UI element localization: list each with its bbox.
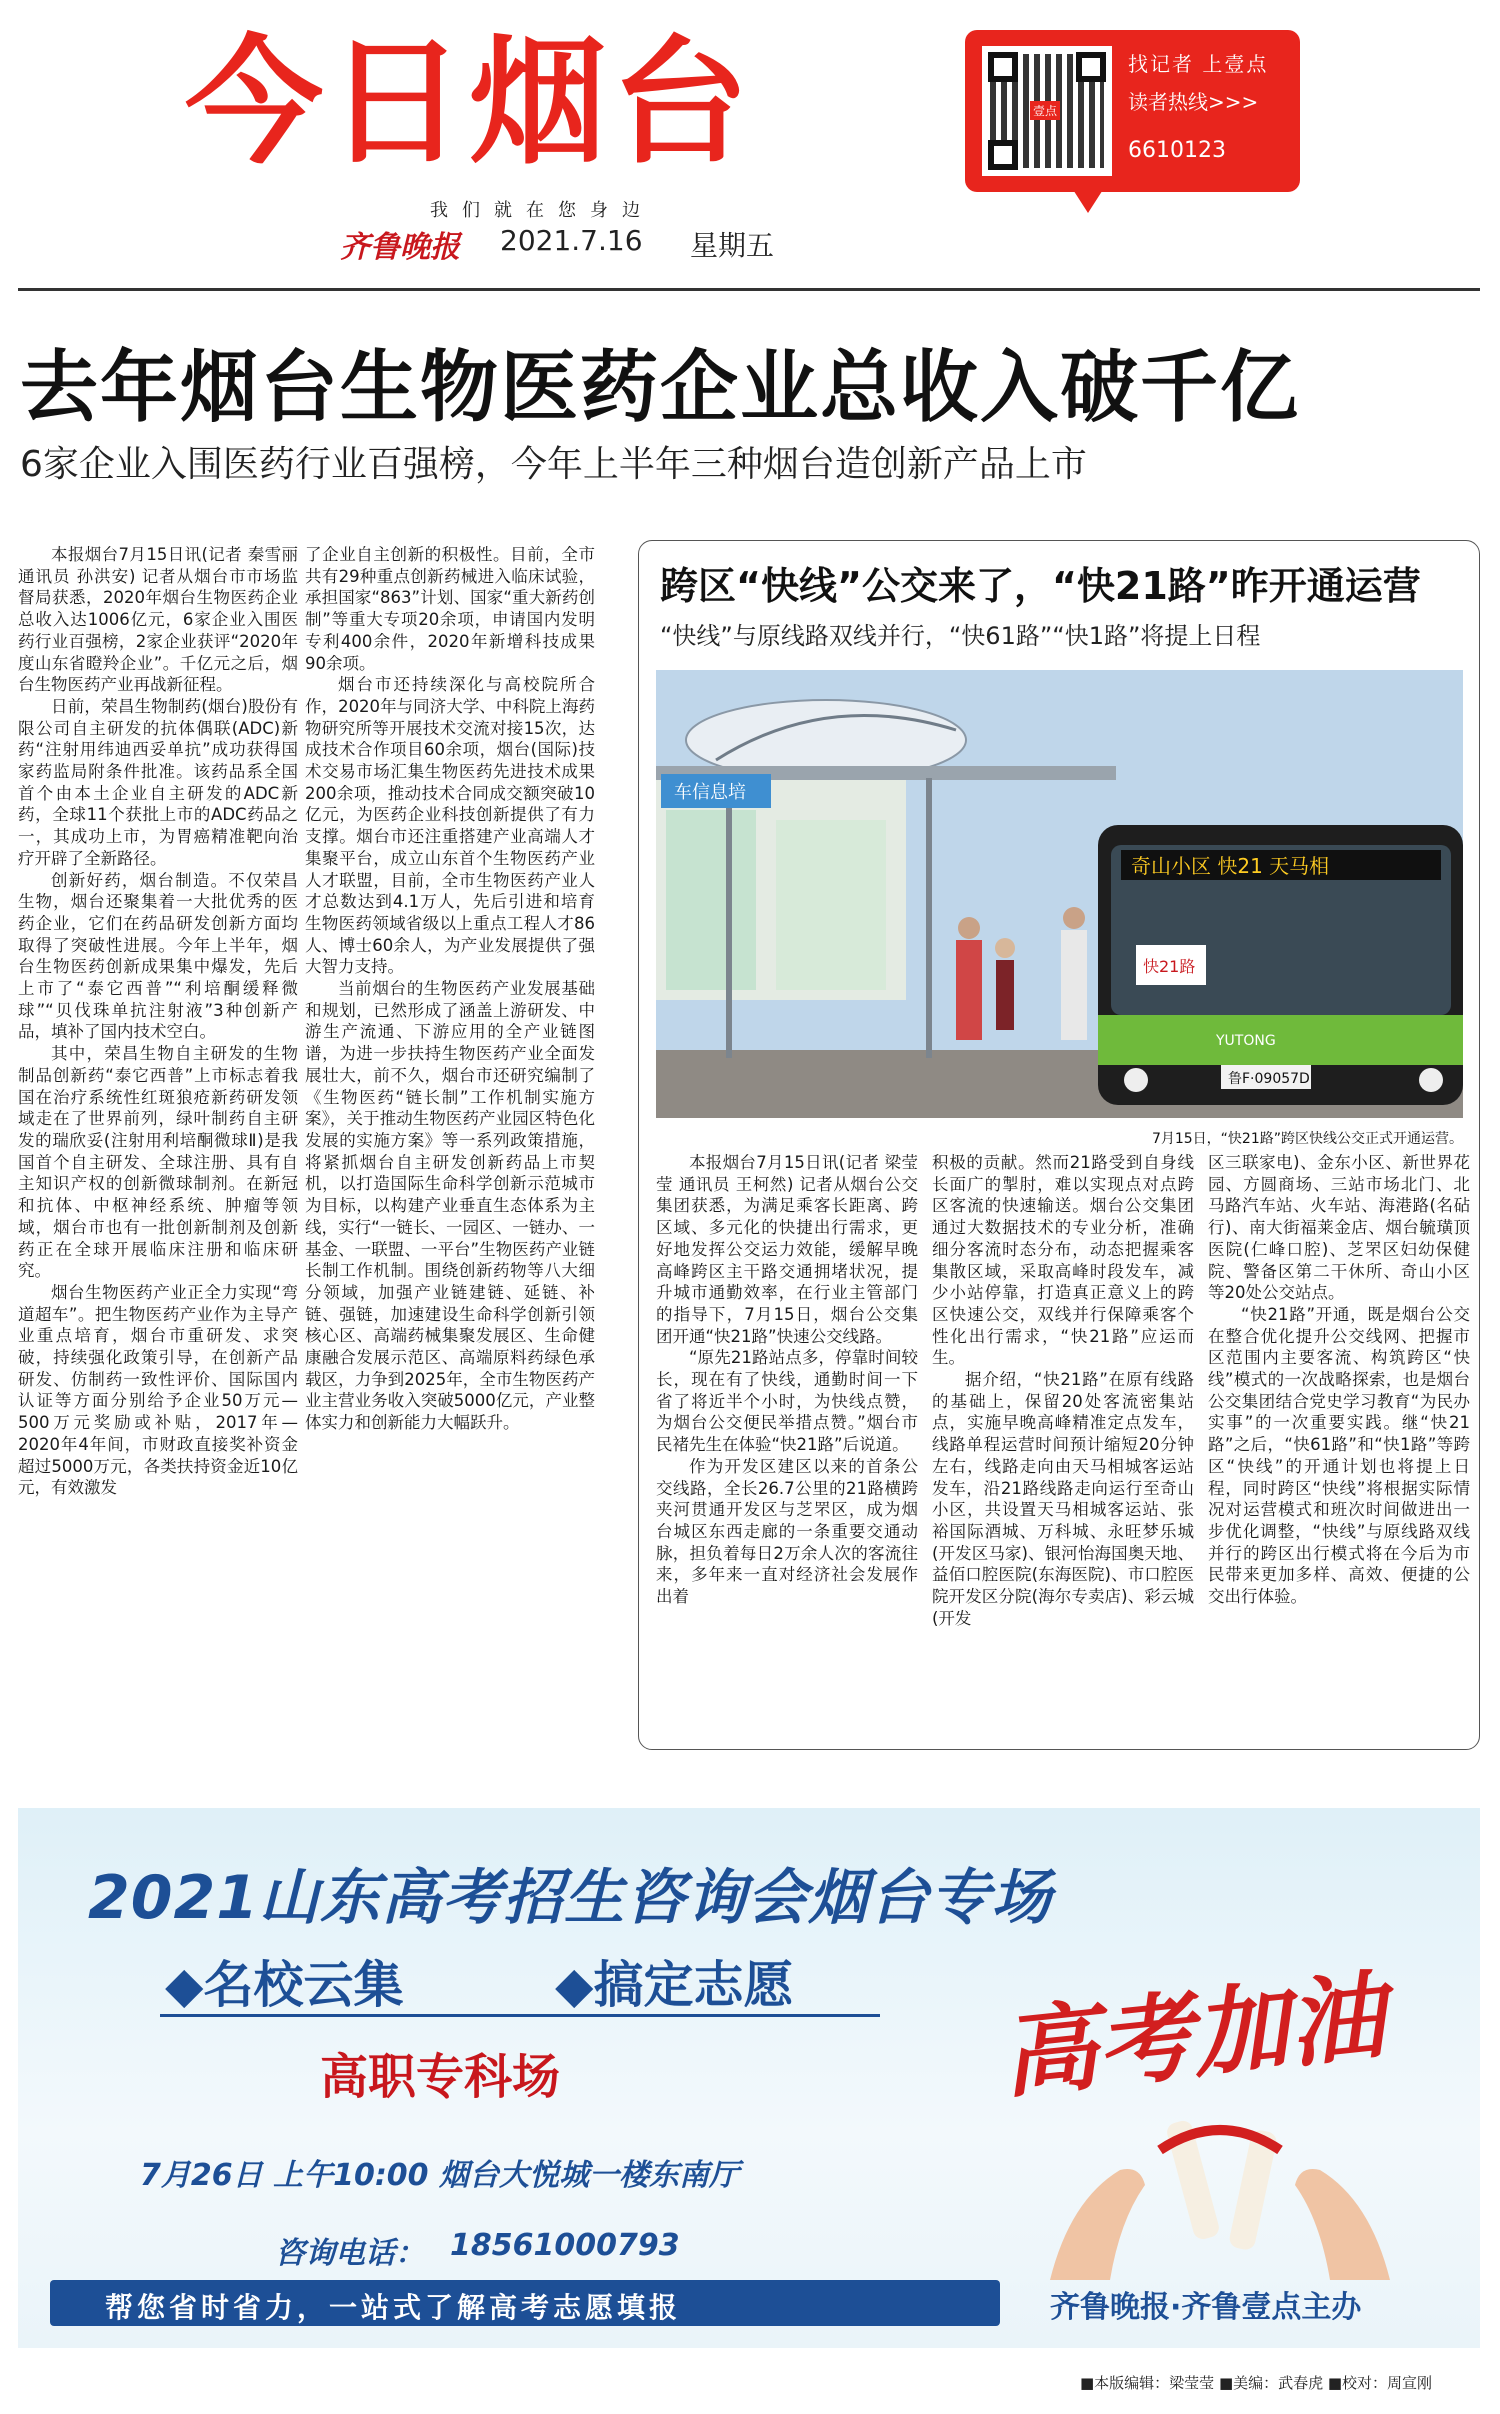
lead-article-column-1	[18, 544, 298, 1734]
speech-tail-shape	[1070, 185, 1106, 213]
ad-title: 2021山东高考招生咨询会烟台专场	[88, 1863, 1052, 1933]
bus-plate: 鲁F·09057D	[1228, 1071, 1310, 1087]
bus-route-card: 快21路	[1143, 957, 1196, 976]
article-paragraph: 烟台市还持续深化与高校院所合作，2020年与同济大学、中科院上海药物研究所等开展技术交流对接15次，达成技术合作项目60余项，烟台(国际)技术交易市场汇集生物医药先进技术成果200余项，推动技术合同成交额突破10亿元，为医药企业科技创新提供了有力支撑。烟台市还注重搭建产业高端人才集聚平台，成立山东首个生物医药产业人才联盟，目前，全市生物医药产业人才总数达到4.1万人，先后引进和培育生物医药领域省级以上重点工程人才86人、博士60余人，为产业发展提供了强大智力支持。	[305, 675, 595, 977]
article-paragraph: 创新好药，烟台制造。不仅荣昌生物，烟台还聚集着一大批优秀的医药企业，它们在药品研发创新方面均取得了突破性进展。今年上半年，烟台生物医药创新成果集中爆发，先后上市了“泰它西普”“利培酮缓释微球”“贝伐珠单抗注射液”3种创新产品，填补了国内技术空白。	[18, 870, 298, 1042]
ad-category: 高职专科场	[320, 2049, 561, 2105]
hotline-number: 6610123	[1128, 138, 1226, 163]
ad-phone-label: 咨询电话：	[275, 2236, 425, 2271]
bus-article-column-3	[1208, 1152, 1470, 1742]
bus-brand: YUTONG	[1216, 1033, 1276, 1049]
article-paragraph: 烟台生物医药产业正全力实现“弯道超车”。把生物医药产业作为主导产业重点培育，烟台市重研发、求突破，持续强化政策引导，在创新产品研发、仿制药一致性评价、国际国内认证等方面分别给予企业50万元—500万元奖励或补贴，2017年—2020年4年间，市财政直接奖补资金超过5000万元，各类扶持资金近10亿元，有效激发	[18, 1282, 298, 1498]
article-paragraph: “原先21路站点多，停靠时间较长，现在有了快线，通勤时间一下省了将近半个小时，为快线点赞，为烟台公交便民举措点赞。”烟台市民褚先生在体验“快21路”后说道。	[656, 1348, 918, 1455]
bus-destination-sign: 奇山小区 快21 天马相	[1131, 854, 1330, 878]
ad-sponsor: 齐鲁晚报·齐鲁壹点主办	[1050, 2290, 1362, 2325]
article-paragraph: 区三联家电)、金东小区、新世界花园、方圆商场、三站市场北门、北马路汽车站、火车站、海港路(名砧行)、南大街福莱金店、烟台毓璜顶医院(仁峰口腔)、芝罘区妇幼保健院、警备区第二干休所、奇山小区等20处公交站点。	[1208, 1153, 1470, 1303]
article-paragraph: 了企业自主创新的积极性。目前，全市共有29种重点创新药械进入临床试验，承担国家“863”计划、国家“重大新药创制”等重大专项20余项，申请国内发明专利400余件，2020年新增科技成果90余项。	[305, 545, 595, 673]
ad-divider	[160, 2014, 880, 2017]
newspaper-brand: 齐鲁晚报	[340, 230, 460, 265]
ad-hands-illustration	[1010, 2110, 1430, 2280]
bus-story-subhead: “快线”与原线路双线并行，“快61路”“快1路”将提上日程	[660, 622, 1261, 650]
masthead-slogan: 我们就在您身边	[430, 200, 654, 221]
masthead-divider	[18, 288, 1480, 291]
bus-story-headline: 跨区“快线”公交来了，“快21路”昨开通运营	[660, 564, 1421, 608]
article-paragraph: 作为开发区建区以来的首条公交线路，全长26.7公里的21路横跨夹河贯通开发区与芝罘区，成为烟台城区东西走廊的一条重要交通动脉，担负着每日2万余人次的客流往来，多年来一直对经济社会发展作出着	[656, 1456, 918, 1607]
ad-point-2: ◆搞定志愿	[555, 1956, 794, 2014]
ad-banner-text: 帮您省时省力，一站式了解高考志愿填报	[105, 2291, 682, 2324]
bus-article-column-2	[932, 1152, 1194, 1742]
article-paragraph: 当前烟台的生物医药产业发展基础和规划，已然形成了涵盖上游研发、中游生产流通、下游应用的全产业链图谱，为进一步扶持生物医药产业全面发展壮大，前不久，烟台市还研究编制了《生物医药“链长制”工作机制实施方案》，关于推动生物医药产业园区特色化发展的实施方案》等一系列政策措施，将紧抓烟台自主研发创新药品上市契机，以打造国际生命科学创新示范城市为目标，以构建产业垂直生态体系为主线，实行“一链长、一园区、一链办、一基金、一联盟、一平台”生物医药产业链长制工作机制。围绕创新药物等八大细分领域，加强产业链建链、延链、补链、强链，加速建设生命科学创新引领核心区、高端药械集聚发展区、生命健康融合发展示范区、高端原料药绿色承载区，力争到2025年，全市生物医药产业主营业务收入突破5000亿元，产业整体实力和创新能力大幅跃升。	[305, 979, 595, 1433]
photo-caption: 7月15日，“快21路”跨区快线公交正式开通运营。	[1151, 1131, 1463, 1147]
article-paragraph: 据介绍，“快21路”在原有线路的基础上，保留20处客流密集站点，实施早晚高峰精准定点发车，线路单程运营时间预计缩短20分钟左右，线路走向由天马相城客运站发车，沿21路线路走向运行至奇山小区，共设置天马相城客运站、张裕国际酒城、万科城、永旺梦乐城(开发区马家)、银河怡海国奥天地、益佰口腔医院(东海医院)、市口腔医院开发区分院(海尔专卖店)、彩云城(开发	[932, 1370, 1194, 1628]
article-paragraph: 积极的贡献。然而21路受到自身线长面广的掣肘，难以实现点对点跨区客流的快速输送。烟台公交集团通过大数据技术的专业分析，准确细分客流时态分布，动态把握乘客集散区域，采取高峰时段发车，减少小站停靠，打造真正意义上的跨区快速公交，双线并行保障乘客个性化出行需求，“快21路”应运而生。	[932, 1153, 1194, 1368]
lead-subhead: 6家企业入围医药行业百强榜，今年上半年三种烟台造创新产品上市	[20, 444, 1087, 485]
masthead-title: 今日烟台	[185, 22, 754, 183]
article-paragraph: 日前，荣昌生物制药(烟台)股份有限公司自主研发的抗体偶联(ADC)新药“注射用纬迪西妥单抗”成功获得国家药监局附条件批准。该药品系全国首个由本土企业自主研发的ADC新药，全球11个获批上市的ADC药品之一，其成功上市，为胃癌精准靶向治疗开辟了全新路径。	[18, 696, 298, 868]
issue-date: 2021.7.16	[500, 224, 643, 257]
bus-article-column-1	[656, 1152, 918, 1742]
ad-phone-number: 18561000793	[450, 2228, 680, 2263]
ad-point-1: ◆名校云集	[165, 1956, 404, 2014]
article-paragraph: 本报烟台7月15日讯(记者 秦雪丽 通讯员 孙洪安) 记者从烟台市市场监督局获悉，2020年烟台生物医药企业总收入达1006亿元，6家企业入围医药行业百强榜，2家企业获评“2020年度山东省瞪羚企业”。千亿元之后，烟台生物医药产业再战新征程。	[18, 545, 298, 695]
qr-code-icon[interactable]	[982, 46, 1112, 176]
lead-article-column-2	[305, 544, 595, 1734]
ad-cheer-calligraphy: 高考加油	[995, 1959, 1390, 2112]
issue-weekday: 星期五	[690, 229, 775, 262]
article-paragraph: 本报烟台7月15日讯(记者 梁莹莹 通讯员 王柯然) 记者从烟台公交集团获悉，为满足乘客长距离、跨区域、多元化的快捷出行需求，更好地发挥公交运力效能，缓解早晚高峰跨区主干路交通拥堵状况，提升城市通勤效率，在行业主管部门的指导下，7月15日，烟台公交集团开通“快21路”快速公交线路。	[656, 1153, 918, 1346]
shelter-sign: 车信息培	[674, 782, 746, 803]
hotline-label: 读者热线>>>	[1128, 90, 1259, 114]
article-paragraph: “快21路”开通，既是烟台公交在整合优化提升公交线网、把握市区范围内主要客流、构筑跨区“快线”模式的一次战略探索，也是烟台公交集团结合党史学习教育“为民办实事”的一次重要实践。继“快21路”之后，“快61路”和“快1路”等跨区“快线”的开通计划也将提上日程，同时跨区“快线”将根据实际情况对运营模式和班次时间做进出一步优化调整，“快线”与原线路双线并行的跨区出行模式将在今后为市民带来更加多样、高效、便捷的公交出行体验。	[1208, 1304, 1470, 1607]
qr-logo-label: 壹点	[1030, 101, 1060, 120]
ad-event-time-place: 7月26日 上午10:00 烟台大悦城一楼东南厅	[140, 2158, 740, 2193]
article-paragraph: 其中，荣昌生物自主研发的生物制品创新药“泰它西普”上市标志着我国在治疗系统性红斑狼疮新药研发领域走在了世界前列，绿叶制药自主研发的瑞欣妥(注射用利培酮微球Ⅱ)是我国首个自主研发、全球注册、具有自主知识产权的创新微球制剂。在新冠和抗体、中枢神经系统、肿瘤等领域，烟台市也有一批创新制剂及创新药正在全球开展临床注册和临床研究。	[18, 1044, 298, 1281]
bus-photo	[656, 670, 1463, 1118]
lead-headline: 去年烟台生物医药企业总收入破千亿	[20, 343, 1301, 433]
page-credits: ■本版编辑：梁莹莹 ■美编：武春虎 ■校对：周宣刚	[1080, 2374, 1433, 2392]
reporter-contact-label: 找记者 上壹点	[1128, 52, 1269, 76]
